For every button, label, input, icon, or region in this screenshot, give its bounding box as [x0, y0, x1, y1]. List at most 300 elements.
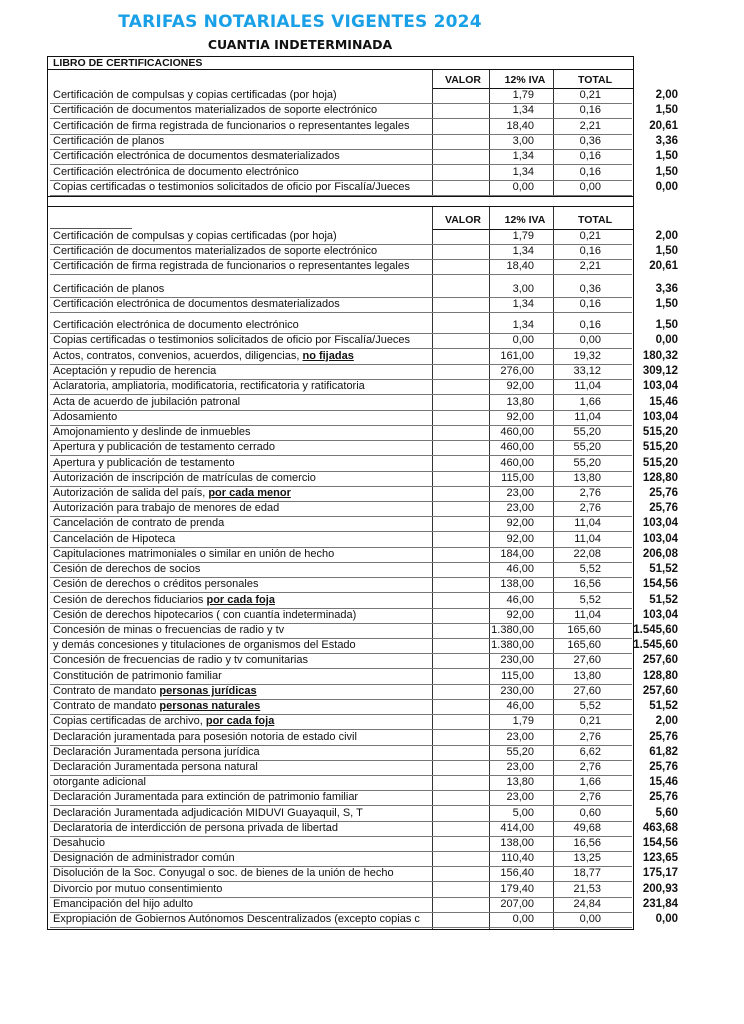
row-valor: 414,00 — [500, 821, 534, 834]
row-iva: 1,66 — [579, 776, 601, 789]
table-row — [50, 471, 678, 487]
row-description-text: Cesión de derechos o créditos personales — [53, 578, 259, 591]
row-iva: 0,16 — [579, 319, 601, 331]
row-iva: 11,04 — [574, 517, 601, 530]
row-description-text: Certificación de compulsas y copias certificadas (por hoja) — [53, 230, 337, 242]
row-description — [53, 165, 431, 180]
row-description — [53, 244, 431, 259]
row-total: 20,61 — [649, 119, 678, 132]
row-iva: 6,62 — [579, 745, 601, 758]
row-description — [53, 714, 431, 729]
row-description — [53, 669, 431, 684]
table-row — [50, 806, 678, 822]
row-total: 515,20 — [642, 456, 678, 469]
table-row — [50, 259, 678, 275]
row-description-text: Certificación electrónica de documentos desmaterializados — [53, 298, 340, 310]
row-description — [53, 486, 431, 501]
row-description — [53, 395, 431, 410]
row-description-text: Autorización para trabajo de menores de edad — [53, 502, 280, 515]
row-valor: 92,00 — [506, 410, 534, 423]
row-iva: 13,25 — [573, 852, 601, 865]
page-title: TARIFAS NOTARIALES VIGENTES 2024 — [118, 12, 482, 32]
row-description — [53, 699, 431, 714]
row-description-text: Contrato de mandato — [53, 700, 160, 713]
row-valor: 1,79 — [512, 89, 534, 101]
table-row — [50, 745, 678, 761]
row-valor: 23,00 — [506, 791, 534, 804]
row-description-text: Certificación electrónica de documento electrónico — [53, 319, 299, 331]
row-total: 1,50 — [655, 150, 678, 163]
row-description — [53, 364, 431, 379]
table-row — [50, 866, 678, 882]
table-row — [50, 103, 678, 119]
table-row — [50, 760, 678, 776]
row-valor: 3,00 — [512, 283, 534, 295]
row-total: 51,52 — [649, 593, 678, 606]
row-valor: 460,00 — [500, 426, 534, 439]
row-iva: 1,66 — [579, 395, 601, 408]
row-description — [53, 379, 431, 394]
table-row — [50, 297, 678, 313]
row-valor: 46,00 — [506, 563, 534, 576]
row-description-text: Declaración Juramentada adjudicación MIDUVI Guayaquil, S, T — [53, 806, 363, 819]
row-description-text: Emancipación del hijo adulto — [53, 897, 194, 910]
row-iva: 0,00 — [579, 913, 601, 926]
row-valor: 1,34 — [512, 104, 534, 117]
row-description-text: Acta de acuerdo de jubilación patronal — [53, 395, 241, 408]
table-row — [50, 318, 678, 334]
table-row — [50, 379, 678, 395]
row-description-text: Copias certificadas de archivo, — [53, 715, 206, 728]
row-description-text: Concesión de frecuencias de radio y tv comunitarias — [53, 654, 308, 667]
section1-label: LIBRO DE CERTIFICACIONES — [53, 57, 203, 69]
row-valor: 138,00 — [500, 578, 534, 591]
row-total: 103,04 — [642, 517, 678, 530]
row-total: 257,60 — [642, 684, 678, 697]
row-description-text: Contrato de mandato — [53, 684, 160, 697]
row-total: 515,20 — [642, 441, 678, 454]
row-total: 2,00 — [655, 715, 678, 728]
row-valor: 92,00 — [506, 608, 534, 621]
row-description-text: otorgante adicional — [53, 776, 146, 789]
table-row — [50, 897, 678, 913]
row-iva: 0,21 — [579, 715, 601, 728]
row-description-text: Autorización de inscripción de matrículas de comercio — [53, 471, 316, 484]
table-row — [50, 282, 678, 298]
row-description-emphasis: por cada foja — [206, 593, 275, 606]
row-total: 257,60 — [642, 654, 678, 667]
table-row — [50, 547, 678, 563]
row-iva: 11,04 — [574, 532, 601, 545]
row-total: 103,04 — [642, 608, 678, 621]
table-row — [50, 790, 678, 806]
row-description — [53, 501, 431, 516]
table-row — [50, 395, 678, 411]
row-description-text: Declaración juramentada para posesión notoria de estado civil — [53, 730, 357, 743]
row-description-text: Declaratoria de interdicción de persona privada de libertad — [53, 821, 338, 834]
table-row — [50, 486, 678, 502]
row-description — [53, 103, 431, 118]
row-iva: 11,04 — [574, 410, 601, 423]
row-iva: 11,04 — [574, 380, 601, 393]
row-total: 154,56 — [642, 837, 678, 850]
row-description-text: Adosamiento — [53, 410, 118, 423]
page-subtitle: CUANTIA INDETERMINADA — [207, 37, 393, 52]
row-description-text: Actos, contratos, convenios, acuerdos, diligencias, — [53, 350, 303, 362]
row-valor: 276,00 — [500, 365, 534, 378]
row-description — [53, 593, 431, 608]
table-row — [50, 364, 678, 380]
row-description-text: Desahucio — [53, 837, 105, 850]
row-description — [53, 333, 431, 348]
row-valor: 3,00 — [512, 134, 534, 147]
table-row — [50, 349, 678, 365]
table-row — [50, 638, 678, 654]
row-iva: 2,76 — [579, 502, 601, 515]
table-row — [50, 88, 678, 104]
table-row — [50, 593, 678, 609]
row-description — [53, 471, 431, 486]
row-valor: 23,00 — [506, 486, 534, 499]
header-total-1: TOTAL — [577, 74, 613, 86]
row-description-text: Certificación de compulsas y copias certificadas (por hoja) — [53, 89, 337, 101]
row-description — [53, 851, 431, 866]
row-valor: 207,00 — [500, 897, 534, 910]
row-valor: 184,00 — [500, 547, 534, 560]
row-total: 206,08 — [642, 547, 678, 560]
row-description-text: Declaración Juramentada para extinción de patrimonio familiar — [53, 791, 359, 804]
row-total: 2,00 — [655, 89, 678, 101]
row-description — [53, 775, 431, 790]
row-total: 103,04 — [642, 380, 678, 393]
row-description-text: Certificación de firma registrada de funcionarios o representantes legales — [53, 260, 410, 272]
row-total: 51,52 — [649, 563, 678, 576]
row-total: 25,76 — [649, 486, 678, 499]
row-total: 1,50 — [655, 319, 678, 331]
row-iva: 165,60 — [567, 623, 601, 636]
row-valor: 92,00 — [506, 532, 534, 545]
table-row — [50, 714, 678, 730]
row-description-emphasis: por cada foja — [205, 715, 275, 728]
row-iva: 5,52 — [579, 700, 601, 713]
row-total: 1,50 — [655, 104, 678, 117]
row-description — [53, 180, 431, 195]
row-description — [53, 440, 431, 455]
row-total: 15,46 — [649, 776, 678, 789]
row-description-text: Copias certificadas o testimonios solicitados de oficio por Fiscalía/Jueces — [53, 180, 411, 193]
row-total: 3,36 — [655, 134, 678, 147]
table-row — [50, 821, 678, 837]
row-description — [53, 730, 431, 745]
row-iva: 0,16 — [579, 298, 601, 310]
row-total: 309,12 — [642, 365, 678, 378]
row-valor: 1,79 — [512, 715, 534, 728]
row-total: 3,36 — [655, 283, 678, 295]
table-row — [50, 456, 678, 472]
row-description — [53, 623, 431, 638]
row-valor: 1,79 — [512, 230, 534, 242]
row-valor: 230,00 — [500, 684, 534, 697]
row-description-text: Autorización de salida del país, — [53, 486, 209, 499]
row-total: 463,68 — [642, 821, 678, 834]
row-description — [53, 88, 431, 103]
row-valor: 55,20 — [506, 745, 534, 758]
row-iva: 21,53 — [573, 882, 601, 895]
row-iva: 13,80 — [573, 669, 601, 682]
row-description — [53, 516, 431, 531]
row-description-text: Concesión de minas o frecuencias de radio y tv — [53, 623, 285, 636]
row-valor: 18,40 — [506, 260, 534, 272]
row-valor: 23,00 — [506, 730, 534, 743]
header-total-2: TOTAL — [577, 214, 613, 226]
row-total: 180,32 — [642, 350, 678, 362]
row-valor: 23,00 — [506, 760, 534, 773]
row-valor: 1,34 — [512, 245, 534, 257]
row-description — [53, 119, 431, 134]
row-total: 123,65 — [642, 852, 678, 865]
table-row — [50, 653, 678, 669]
row-iva: 27,60 — [573, 684, 601, 697]
row-iva: 55,20 — [573, 456, 601, 469]
row-total: 200,93 — [642, 882, 678, 895]
row-valor: 13,80 — [506, 395, 534, 408]
table-row — [50, 244, 678, 260]
row-valor: 18,40 — [506, 119, 534, 132]
row-iva: 22,08 — [573, 547, 601, 560]
row-total: 25,76 — [649, 730, 678, 743]
row-description — [53, 897, 431, 912]
row-iva: 13,80 — [573, 471, 601, 484]
row-valor: 230,00 — [500, 654, 534, 667]
table-row — [50, 180, 678, 196]
row-total: 2,00 — [655, 230, 678, 242]
row-description — [53, 547, 431, 562]
row-description — [53, 760, 431, 775]
row-total: 25,76 — [649, 502, 678, 515]
row-iva: 33,12 — [573, 365, 601, 378]
row-description-text: Cesión de derechos fiduciarios — [53, 593, 207, 606]
table-row — [50, 134, 678, 150]
row-description-text: Capitulaciones matrimoniales o similar en unión de hecho — [53, 547, 335, 560]
table-row — [50, 501, 678, 517]
row-valor: 1,34 — [512, 165, 534, 178]
row-description — [53, 638, 431, 653]
row-total: 1.545,60 — [633, 623, 678, 636]
row-description — [53, 912, 431, 927]
row-iva: 2,76 — [579, 760, 601, 773]
row-description-text: Certificación de planos — [53, 134, 165, 147]
row-total: 103,04 — [642, 532, 678, 545]
row-description-text: Disolución de la Soc. Conyugal o soc. de bienes de la unión de hecho — [53, 867, 394, 880]
row-iva: 27,60 — [573, 654, 601, 667]
row-valor: 115,00 — [501, 669, 534, 682]
table-row — [50, 775, 678, 791]
table-row — [50, 608, 678, 624]
row-total: 15,46 — [649, 395, 678, 408]
row-description — [53, 456, 431, 471]
row-total: 103,04 — [642, 410, 678, 423]
row-valor: 92,00 — [506, 380, 534, 393]
row-total: 1,50 — [655, 245, 678, 257]
row-description — [53, 866, 431, 881]
row-description-text: Certificación de firma registrada de funcionarios o representantes legales — [53, 119, 410, 132]
row-iva: 0,16 — [579, 245, 601, 257]
row-description — [53, 349, 431, 364]
row-description — [53, 297, 431, 312]
table-row — [50, 577, 678, 593]
row-description-text: Constitución de patrimonio familiar — [53, 669, 222, 682]
row-description-text: Aclaratoria, ampliatoria, modificatoria, rectificatoria y ratificatoria — [53, 380, 365, 393]
row-description-text: Designación de administrador común — [53, 852, 235, 865]
row-description — [53, 806, 431, 821]
row-iva: 18,77 — [573, 867, 601, 880]
row-valor: 0,00 — [512, 180, 534, 193]
row-total: 175,17 — [642, 867, 678, 880]
table-row — [50, 562, 678, 578]
row-iva: 0,36 — [579, 283, 601, 295]
row-description — [53, 425, 431, 440]
table-row — [50, 149, 678, 165]
row-description — [53, 282, 431, 297]
row-description-text: Cancelación de Hipoteca — [53, 532, 176, 545]
row-iva: 2,76 — [579, 791, 601, 804]
row-iva: 24,84 — [573, 897, 601, 910]
row-description-text: Cesión de derechos de socios — [53, 563, 201, 576]
row-total: 0,00 — [655, 180, 678, 193]
row-valor: 46,00 — [506, 700, 534, 713]
row-valor: 0,00 — [512, 913, 534, 926]
row-description-emphasis: personas naturales — [159, 700, 261, 713]
row-valor: 161,00 — [500, 350, 534, 362]
header-valor-2: VALOR — [445, 214, 481, 226]
row-description-text: Copias certificadas o testimonios solicitados de oficio por Fiscalía/Jueces — [53, 334, 411, 346]
row-total: 128,80 — [642, 471, 678, 484]
row-total: 0,00 — [655, 913, 678, 926]
row-total: 128,80 — [642, 669, 678, 682]
row-description — [53, 318, 431, 333]
row-total: 1,50 — [655, 298, 678, 310]
row-description — [53, 653, 431, 668]
row-valor: 115,00 — [501, 471, 534, 484]
row-description — [53, 836, 431, 851]
row-description — [53, 882, 431, 897]
table-row — [50, 730, 678, 746]
table-row — [50, 516, 678, 532]
row-valor: 1,34 — [512, 319, 534, 331]
row-valor: 138,00 — [500, 837, 534, 850]
row-description-text: Divorcio por mutuo consentimiento — [53, 882, 223, 895]
row-description-text: Certificación electrónica de documento electrónico — [53, 165, 299, 178]
table-row — [50, 623, 678, 639]
row-valor: 460,00 — [500, 456, 534, 469]
row-total: 231,84 — [642, 897, 678, 910]
section1-top-divider — [48, 69, 633, 70]
row-valor: 1,34 — [512, 150, 534, 163]
row-iva: 2,76 — [579, 730, 601, 743]
row-total: 515,20 — [642, 426, 678, 439]
row-iva: 0,36 — [579, 134, 601, 147]
row-description-text: y demás concesiones y titulaciones de organismos del Estado — [53, 639, 356, 652]
row-iva: 5,52 — [579, 563, 601, 576]
row-description-text: Certificación de documentos materializados de soporte electrónico — [53, 245, 378, 257]
row-iva: 16,56 — [573, 837, 601, 850]
row-description — [53, 259, 431, 274]
row-description-text: Apertura y publicación de testamento cerrado — [53, 441, 275, 454]
row-total: 25,76 — [649, 760, 678, 773]
row-valor: 5,00 — [512, 806, 534, 819]
row-iva: 5,52 — [579, 593, 601, 606]
row-total: 1.545,60 — [633, 639, 678, 652]
row-description-emphasis: no fijadas — [302, 350, 354, 362]
row-iva: 2,76 — [579, 486, 601, 499]
row-valor: 0,00 — [512, 334, 534, 346]
row-iva: 2,21 — [579, 119, 601, 132]
row-iva: 0,00 — [579, 180, 601, 193]
row-description-emphasis: personas jurídicas — [159, 684, 257, 697]
row-iva: 0,21 — [579, 89, 601, 101]
header-iva-2: 12% IVA — [504, 214, 546, 226]
table-row — [50, 440, 678, 456]
row-description — [53, 229, 431, 244]
row-iva: 49,68 — [573, 821, 601, 834]
row-total: 61,82 — [649, 745, 678, 758]
row-description-text: Expropiación de Gobiernos Autónomos Descentralizados (excepto copias c — [53, 913, 420, 926]
row-iva: 0,21 — [579, 230, 601, 242]
row-valor: 13,80 — [506, 776, 534, 789]
row-description — [53, 745, 431, 760]
row-iva: 19,32 — [573, 350, 601, 362]
row-total: 0,00 — [655, 334, 678, 346]
row-valor: 1,34 — [512, 298, 534, 310]
row-valor: 460,00 — [500, 441, 534, 454]
row-iva: 16,56 — [573, 578, 601, 591]
row-description-text: Cancelación de contrato de prenda — [53, 517, 225, 530]
row-description — [53, 577, 431, 592]
row-description-emphasis: por cada menor — [208, 486, 291, 499]
row-description-text: Certificación de documentos materializados de soporte electrónico — [53, 104, 378, 117]
table-row — [50, 669, 678, 685]
row-description — [53, 790, 431, 805]
header-valor-1: VALOR — [445, 74, 481, 86]
row-valor: 1.380,00 — [491, 639, 534, 652]
table-row — [50, 684, 678, 700]
row-description — [53, 821, 431, 836]
row-description-text: Aceptación y repudio de herencia — [53, 365, 217, 378]
row-description — [53, 149, 431, 164]
row-total: 154,56 — [642, 578, 678, 591]
row-valor: 110,40 — [501, 852, 534, 865]
table-row — [50, 229, 678, 245]
table-row — [50, 532, 678, 548]
row-iva: 0,60 — [579, 806, 601, 819]
row-description-text: Certificación de planos — [53, 283, 165, 295]
row-iva: 2,21 — [579, 260, 601, 272]
row-total: 1,50 — [655, 165, 678, 178]
row-description-text: Certificación electrónica de documentos desmaterializados — [53, 150, 340, 163]
row-valor: 92,00 — [506, 517, 534, 530]
table-row — [50, 851, 678, 867]
row-total: 25,76 — [649, 791, 678, 804]
section2-top-divider — [48, 206, 633, 207]
row-description — [53, 562, 431, 577]
row-description — [53, 410, 431, 425]
row-iva: 0,00 — [579, 334, 601, 346]
table-row — [50, 165, 678, 181]
row-description-text: Declaración Juramentada persona jurídica — [53, 745, 260, 758]
row-total: 5,60 — [655, 806, 678, 819]
row-iva: 0,16 — [579, 150, 601, 163]
row-iva: 11,04 — [574, 608, 601, 621]
